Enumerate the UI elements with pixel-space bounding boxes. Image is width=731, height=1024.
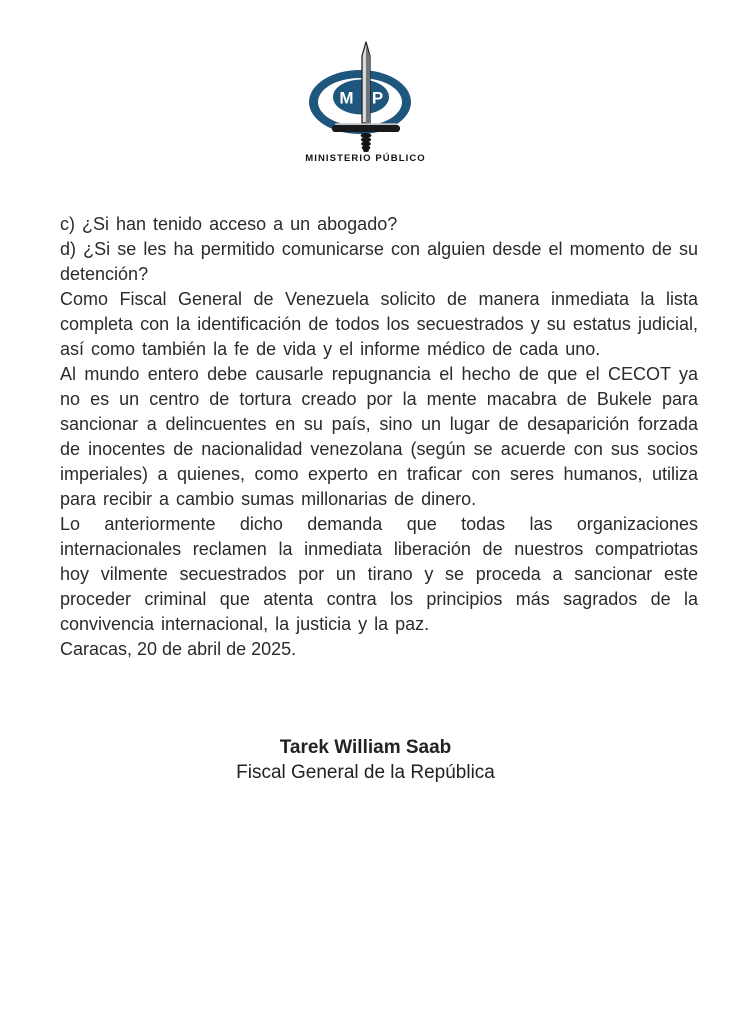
ministerio-publico-logo xyxy=(296,40,436,152)
signer-title: Fiscal General de la República xyxy=(236,762,495,783)
signature-block xyxy=(0,735,731,785)
paragraph: d) ¿Si se les ha permitido comunicarse con alguien desde el momento de su detención? xyxy=(60,239,698,284)
monogram-p: P xyxy=(371,88,383,108)
paragraph: Lo anteriormente dicho demanda que todas las organizaciones internacionales reclamen la inmediata liberación de nuestros compatriotas hoy vilmente secuestrados por un tirano y se proceda a sancionar este proceder criminal que atenta contra los principios más sagrados de la convivencia internacional, la justicia y la paz. xyxy=(60,514,698,634)
monogram-m: M xyxy=(338,88,354,108)
paragraph: Como Fiscal General de Venezuela solicito de manera inmediata la lista completa con la identificación de todos los secuestrados y su estatus judicial, así como también la fe de vida y el informe médico de cada uno. xyxy=(60,289,698,359)
date-line: Caracas, 20 de abril de 2025. xyxy=(60,639,297,659)
paragraph: Al mundo entero debe causarle repugnancia el hecho de que el CECOT ya no es un centro de tortura creado por la mente macabra de Bukele para sancionar a delincuentes en su país, sino un lugar de desaparición forzada de inocentes de nacionalidad venezolana (según se acuerde con sus socios imperiales) a quienes, como experto en traficar con seres humanos, utiliza para recibir a cambio sumas millonarias de dinero. xyxy=(60,364,698,509)
letterhead xyxy=(0,40,731,164)
org-name: MINISTERIO PÚBLICO xyxy=(305,153,426,164)
signer-name: Tarek William Saab xyxy=(279,737,452,758)
paragraphs xyxy=(60,212,698,637)
paragraph: c) ¿Si han tenido acceso a un abogado? xyxy=(60,214,398,234)
letter-body xyxy=(60,212,698,785)
